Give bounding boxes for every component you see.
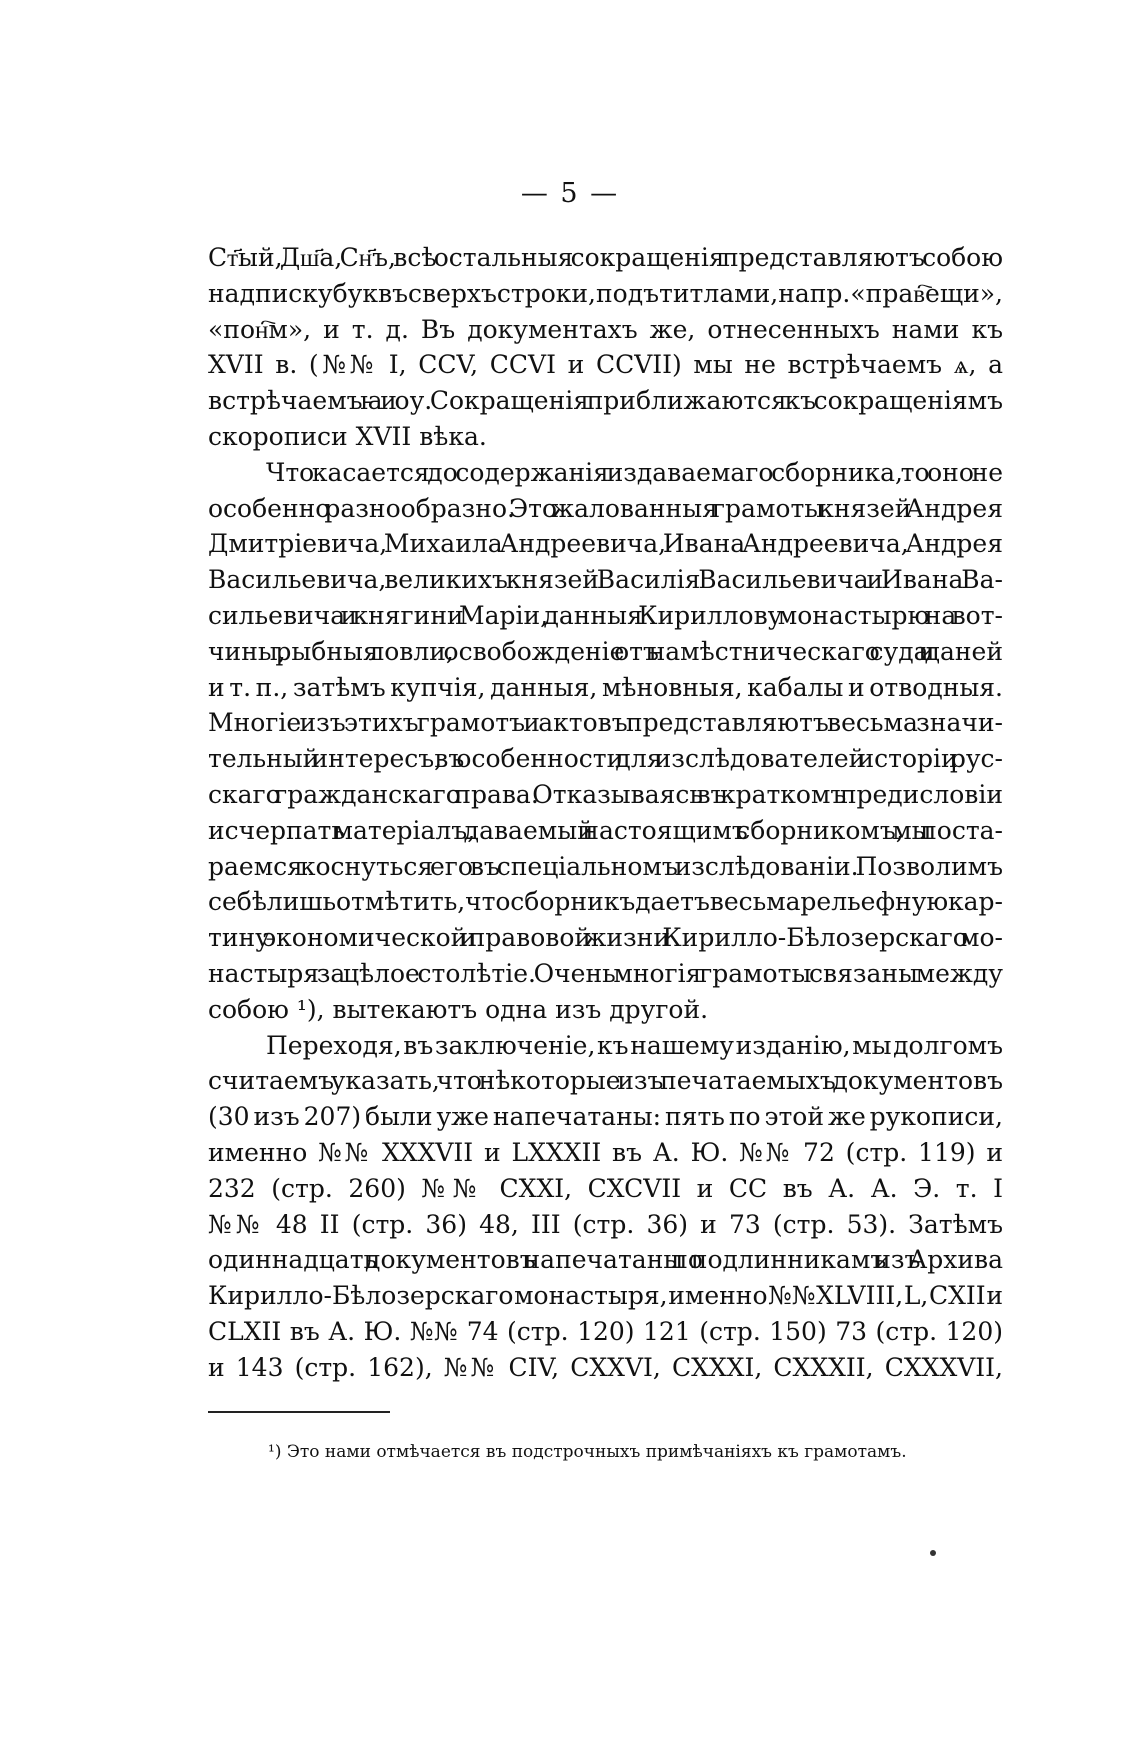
text-line: именно №№ XXXVII и LXXXII въ А. Ю. №№ 72 (стр. 119) и [208,1137,1003,1167]
text-line: Ст҃ый, Дш҃а, Сн҃ъ, всѣ остальныя сокращенія представляютъ собою [208,243,1004,272]
text-line: одиннадцать документовъ напечатаны по подлинникамъ изъ Архива [208,1245,1003,1275]
text-line: скаго гражданскаго права. Отказываясь въ краткомъ предисловіи [208,779,1003,809]
text-line: надписку буквъ сверхъ строки, подъ титлами, напр. «прав҇ещи», [208,278,1003,308]
text-line: собою ¹), вытекаютъ одна изъ другой. [208,994,709,1024]
text-line: особенно разнообразно. Это жалованныя грамоты князей Андрея [208,493,1003,523]
ink-speck [930,1550,936,1556]
body-text [208,240,1003,1386]
text-line: (30 изъ 207) были уже напечатаны: пять по этой же рукописи, [208,1102,1003,1132]
text-line: CLXII въ А. Ю. №№ 74 (стр. 120) 121 (стр. 150) 73 (стр. 120) [208,1316,1003,1346]
text-line: и т. п., затѣмъ купчія, данныя, мѣновныя, кабалы и отводныя. [208,672,1003,702]
page-number: — 5 — [520,178,620,209]
text-line: скорописи XVII вѣка. [208,421,487,451]
footnote: ¹) Это нами отмѣчается въ подстрочныхъ примѣчаніяхъ къ грамотамъ. [268,1442,907,1462]
text-line: настыря за цѣлое столѣтіе. Очень многія грамоты связаны между [208,958,1003,988]
text-line: 232 (стр. 260) №№ CXXI, CXCVII и CC въ А. А. Э. т. I [208,1173,1003,1203]
text-line: XVII в. (№№ I, CCV, CCVI и CCVII) мы не встрѣчаемъ ѧ, а [208,350,1003,380]
text-line: Что касается до содержанія издаваемаго сборника, то оно не [266,457,1003,487]
text-line: и 143 (стр. 162), №№ CIV, CXXVI, CXXXI, CXXXII, CXXXVII, [208,1352,1003,1382]
text-line: «пон҇м», и т. д. Въ документахъ же, отнесенныхъ нами къ [208,314,1003,344]
text-line: тину экономической и правовой жизни Кирилло-Бѣлозерскаго мо- [208,923,1003,953]
text-line: исчерпать матеріалъ, даваемый настоящимъ сборникомъ, мы поста- [208,815,1003,845]
text-line: №№ 48 II (стр. 36) 48, III (стр. 36) и 73 (стр. 53). Затѣмъ [208,1209,1003,1239]
text-line: Переходя, въ заключеніе, къ нашему изданію, мы долгомъ [266,1030,1003,1060]
text-line: Васильевича, великихъ князей Василія Васильевича и Ивана Ва- [208,565,1003,595]
text-line: Дмитріевича, Михаила Андреевича, Ивана Андреевича, Андрея [208,529,1003,559]
text-line: чины, рыбныя ловли, освобожденіе отъ намѣстническаго суда и даней [208,636,1003,666]
text-line: раемся коснуться его въ спеціальномъ изслѣдованіи. Позволимъ [208,851,1003,881]
text-line: тельный интересъ, въ особенности для изслѣдователей исторіи рус- [208,744,1003,774]
paragraph-publication [208,1028,1003,1386]
text-line: Многіе изъ этихъ грамотъ и актовъ представляютъ весьма значи- [208,708,1003,738]
paragraph-contents [208,455,1003,1028]
text-line: себѣ лишь отмѣтить, что сборникъ даетъ весьма рельефную кар- [208,887,1003,917]
footnote-divider [208,1411,390,1413]
text-line: встрѣчаемъ ꙗ и оу. Сокращенія приближаются къ сокращеніямъ [208,386,1003,416]
text-line: считаемъ указать, что нѣкоторые изъ печатаемыхъ документовъ [208,1066,1003,1096]
text-line: Кирилло-Бѣлозерскаго монастыря, именно №№ XLVIII, L, CXII и [208,1281,1003,1311]
text-line: сильевича и княгини Маріи, данныя Кириллову монастырю на вот- [208,600,1003,630]
paragraph-abbreviations [208,240,1003,455]
